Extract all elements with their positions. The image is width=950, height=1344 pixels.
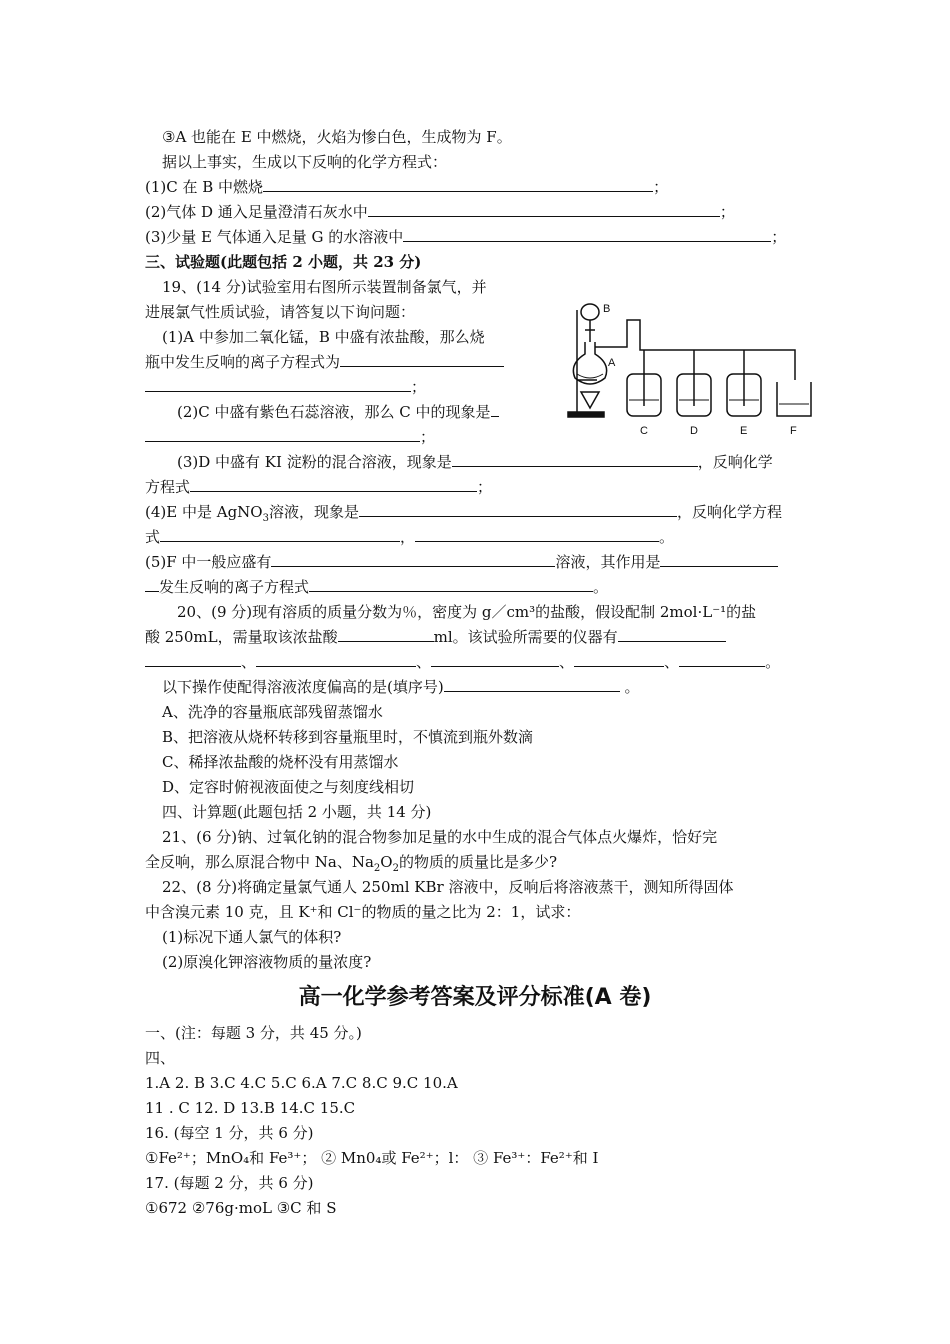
option-d: D、定容时俯视液面使之与刻度线相切 xyxy=(162,778,415,796)
label-b: B xyxy=(603,303,611,315)
q19-part3: (3)D 中盛有 KI 淀粉的混合溶液，现象是 ，反响化学 xyxy=(177,453,773,471)
answer-blank[interactable] xyxy=(145,377,411,392)
option-c: C、稀择浓盐酸的烧杯没有用蒸馏水 xyxy=(162,753,399,771)
equation-2-prompt: (2)气体 D 通入足量澄清石灰水中 ； xyxy=(145,203,735,221)
q19-part3-cont: 方程式 ； xyxy=(145,478,493,496)
q20-instruments: 、 、 、 、 。 xyxy=(145,652,780,672)
answer-row-1: 1.A 2. B 3.C 4.C 5.C 6.A 7.C 8.C 9.C 10.A xyxy=(145,1074,458,1092)
answer-blank[interactable] xyxy=(660,552,778,567)
answer-section-1: 一、(注：每题 3 分，共 45 分。) xyxy=(145,1024,362,1042)
answer-blank[interactable] xyxy=(403,227,771,242)
q22-text-cont: 中含溴元素 10 克，且 K⁺和 Cl⁻的物质的量之比为 2：1，试求： xyxy=(145,903,581,921)
answer-blank[interactable] xyxy=(340,352,504,367)
equation-3-prompt: (3)少量 E 气体通入足量 G 的水溶液中 ； xyxy=(145,228,787,246)
q20-volume: 酸 250mL，需量取该浓盐酸 ml。该试验所需要的仪器有 xyxy=(145,627,726,647)
q19-part1-blank: ； xyxy=(145,377,426,397)
q19-part2-blank: ； xyxy=(145,427,435,447)
answer-key-title: 高一化学参考答案及评分标准(A 卷) xyxy=(298,985,652,1010)
answer-blank[interactable] xyxy=(309,577,593,592)
q19-part2: (2)C 中盛有紫色石蕊溶液，那么 C 中的现象是 xyxy=(177,402,499,422)
flask-a xyxy=(573,342,606,408)
label-e: E xyxy=(740,425,748,437)
answer-row-2: 11 . C 12. D 13.B 14.C 15.C xyxy=(145,1099,356,1117)
q19-part5-cont: 发生反响的离子方程式 。 xyxy=(145,577,608,597)
answer-section-4: 四、 xyxy=(145,1049,176,1067)
q19-part1-cont: 瓶中发生反响的离子方程式为 xyxy=(145,352,504,372)
answer-blank[interactable] xyxy=(679,652,765,667)
tube xyxy=(595,320,795,380)
answer-blank[interactable] xyxy=(160,527,400,542)
answer-blank[interactable] xyxy=(145,427,420,442)
answer-blank[interactable] xyxy=(574,652,664,667)
equation-1-prompt: (1)C 在 B 中燃烧 ； xyxy=(145,178,669,196)
q19-intro: 19、(14 分)试验室用右图所示装置制备氯气，并 xyxy=(162,278,487,296)
answer-blank[interactable] xyxy=(145,652,241,667)
chlorine-apparatus-figure xyxy=(565,292,815,442)
answer-blank[interactable] xyxy=(618,627,726,642)
answer-blank[interactable] xyxy=(491,402,499,417)
bottle-e xyxy=(727,350,761,416)
answer-blank[interactable] xyxy=(190,477,477,492)
answer-16-body: ①Fe²⁺；MnO₄和 Fe³⁺； ② Mn0₄或 Fe²⁺；l： ③ Fe³⁺：Fe²⁺和 I xyxy=(145,1149,599,1167)
text-line-facts: 据以上事实，生成以下反响的化学方程式： xyxy=(162,153,448,171)
answer-blank[interactable] xyxy=(452,452,698,467)
q19-intro-cont: 进展氯气性质试验，请答复以下询问题： xyxy=(145,303,416,321)
q20-error-prompt: 以下操作使配得溶液浓度偏高的是(填序号) 。 xyxy=(162,678,640,696)
answer-blank[interactable] xyxy=(359,502,677,517)
bottle-c xyxy=(627,350,661,416)
q19-part4: (4)E 中是 AgNO$_3$溶液，现象是 ，反响化学方程 xyxy=(145,503,782,524)
section-3-heading: 三、试验题(此题包括 2 小题，共 23 分) xyxy=(145,253,422,271)
answer-17-header: 17. (每题 2 分，共 6 分) xyxy=(145,1174,314,1192)
section-4-heading: 四、计算题(此题包括 2 小题，共 14 分) xyxy=(162,803,432,821)
q22-part2: (2)原溴化钾溶液物质的量浓度? xyxy=(162,953,372,971)
answer-16-header: 16. (每空 1 分，共 6 分) xyxy=(145,1124,314,1142)
bottle-d xyxy=(677,350,711,416)
answer-blank[interactable] xyxy=(263,177,653,192)
answer-blank[interactable] xyxy=(145,577,159,592)
answer-17-body: ①672 ②76g·moL ③C 和 S xyxy=(145,1199,337,1217)
answer-blank[interactable] xyxy=(368,202,720,217)
label-d: D xyxy=(690,425,698,437)
label-f: F xyxy=(790,425,797,437)
option-b: B、把溶液从烧杯转移到容量瓶里时，不慎流到瓶外数滴 xyxy=(162,728,534,746)
q19-part5: (5)F 中一般应盛有 溶液，其作用是 xyxy=(145,552,778,572)
answer-blank[interactable] xyxy=(338,627,434,642)
q22-part1: (1)标况下通人氯气的体积? xyxy=(162,928,342,946)
option-a: A、洗净的容量瓶底部残留蒸馏水 xyxy=(162,703,383,721)
answer-blank[interactable] xyxy=(444,677,620,692)
beaker-f xyxy=(777,382,811,416)
answer-blank[interactable] xyxy=(271,552,555,567)
q21-text: 21、(6 分)钠、过氧化钠的混合物参加足量的水中生成的混合气体点火爆炸，恰好完 xyxy=(162,828,718,846)
q22-text: 22、(8 分)将确定量氯气通人 250ml KBr 溶液中，反响后将溶液蒸干，测知所得固体 xyxy=(162,878,734,896)
label-c: C xyxy=(640,425,648,437)
text-line-e-burns: ③A 也能在 E 中燃烧，火焰为惨白色，生成物为 F。 xyxy=(162,128,512,146)
q19-part4-cont: 式 ， 。 xyxy=(145,528,675,546)
answer-blank[interactable] xyxy=(256,652,416,667)
answer-blank[interactable] xyxy=(431,652,559,667)
funnel-b xyxy=(581,304,599,342)
q19-part1: (1)A 中参加二氧化锰，B 中盛有浓盐酸，那么烧 xyxy=(162,328,485,346)
q20-intro: 20、(9 分)现有溶质的质量分数为％，密度为 g／cm³的盐酸，假设配制 2mol·L⁻¹的盐 xyxy=(177,603,757,621)
label-a: A xyxy=(608,357,616,369)
q21-text-cont: 全反响，那么原混合物中 Na、$Na_2O_2$的物质的质量比是多少? xyxy=(145,853,558,874)
answer-blank[interactable] xyxy=(415,527,659,542)
